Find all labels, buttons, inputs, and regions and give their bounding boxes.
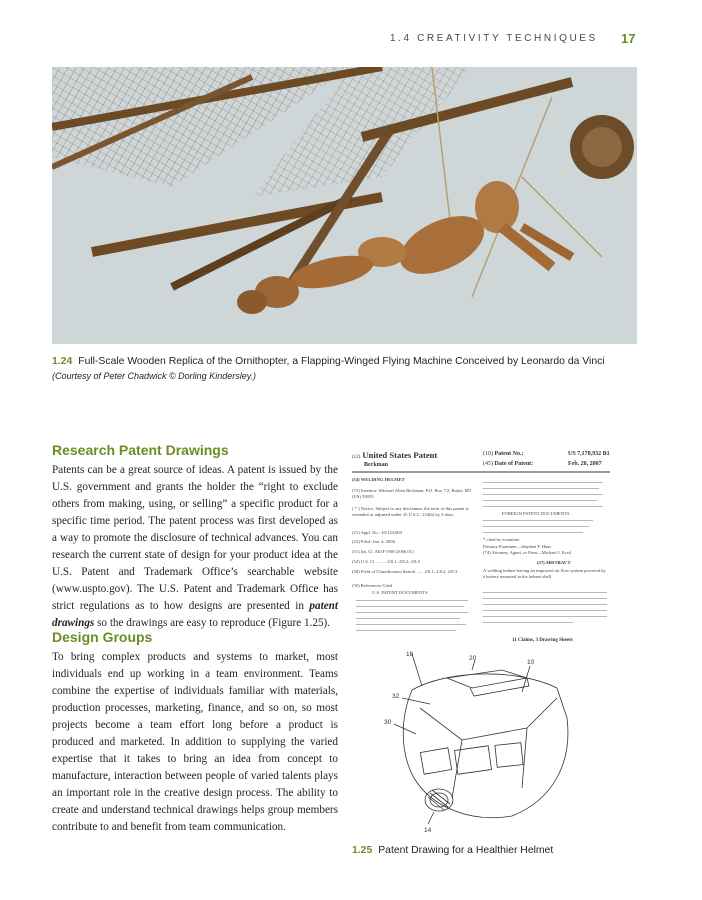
figure-1-24-caption [52, 355, 642, 384]
patent-foreign-head: FOREIGN PATENT DOCUMENTS [502, 511, 570, 516]
patent-item-52: (52) U.S. Cl. ........ 2/8.1; 2/8.2; 2/8.3 [352, 559, 420, 564]
patent-item-51: (51) Int. Cl. A61F 9/06 (2006.01) [352, 549, 414, 554]
drawing-label-14: 14 [424, 827, 432, 832]
research-text-after: so the drawings are easy to reproduce (Figure 1.25). [97, 617, 331, 629]
patent-item-22: (22) Filed: Jan. 4, 2006 [352, 539, 395, 544]
ornithopter-photo [52, 67, 637, 344]
patent-item-58: (58) Field of Classification Search ...... 2/8.1, 2/8.2, 2/8.3 [352, 569, 458, 574]
design-paragraph: To bring complex products and systems to market, most individuals end up working in a team environment. Teams combine the expertise of individuals familiar with materials, production processes, marketing, finance, and so on, so most projects become a team effort long before a product is produced and marketed. In addition to supplying the varied expertise that it takes to bring an idea from concept to manufacture, interaction between people of varied talents plays an important role in the creative design process. The ability to create and understand technical drawings helps group members contribute to and benefit from team communication. [52, 651, 338, 833]
caption-text: Full-Scale Wooden Replica of the Ornithopter, a Flapping-Winged Flying Machine Conceived by Leonardo da Vinci [78, 356, 605, 367]
drawing-label-16: 16 [406, 651, 414, 658]
design-heading: Design Groups [52, 629, 153, 645]
figure-number: 1.25 [352, 845, 373, 856]
patent-attorney: (74) Attorney, Agent, or Firm—Michael J. Kool [483, 550, 572, 555]
patent-claims: 11 Claims, 3 Drawing Sheets [512, 638, 573, 643]
patent-item-75: (75) Inventor: Michael Allen Beckman, P.O. Box 7/2, Baker, MT (US) 59055 [352, 488, 472, 499]
patent-number: (10) Patent No.: US 7,178,932 B1 [483, 451, 610, 457]
patent-abstract-head: (57) ABSTRACT [537, 560, 571, 565]
drawing-label-20: 20 [469, 655, 477, 662]
figure-1-25-caption [352, 845, 553, 856]
figure-number: 1.24 [52, 356, 73, 367]
patent-examiner: Primary Examiner—Stephen F. Haas [483, 544, 552, 549]
research-heading: Research Patent Drawings [52, 442, 229, 458]
patent-us-docs-head: U.S. PATENT DOCUMENTS [372, 590, 428, 595]
patent-item-54: (54) WELDING HELMET [352, 477, 405, 482]
patent-title: (12) United States Patent [352, 450, 438, 460]
patent-inventor-surname: Beckman [364, 462, 388, 468]
drawing-label-10: 10 [527, 659, 535, 666]
research-text-before: Patents can be a great source of ideas. A patent is issued by the U.S. government and grants the holder the “right to exclude others from making, using, or selling” a specific product for a specific time period. The patent process was first developed as a way to promote the disclosure of technical advances. You can research the current state of design for your product idea at the U.S. Patent and Trademark Office’s searchable website (www.uspto.gov). The U.S. Patent and Trademark Office has strict regulations as to how designs are presented in [52, 464, 338, 612]
patent-cited-by: * cited by examiner [483, 537, 520, 542]
research-emphasis: patent drawings [52, 600, 339, 629]
page-number: 17 [621, 31, 636, 46]
caption-text: Patent Drawing for a Healthier Helmet [378, 845, 554, 856]
patent-abstract: A welding helmet having an improved air flow system powered by a battery mounted in the helmet shell. [483, 568, 606, 579]
drawing-label-32: 32 [392, 693, 400, 700]
patent-item-56: (56) References Cited [352, 583, 393, 588]
caption-credit: (Courtesy of Peter Chadwick © Dorling Kindersley.) [52, 371, 257, 381]
patent-notice: ( * ) Notice: Subject to any disclaimer, the term of this patent is extended or adjusted under 35 U.S.C. 154(b) by 3 days. [352, 506, 469, 517]
research-paragraph [52, 462, 338, 632]
patent-date: (45) Date of Patent: Feb. 20, 2007 [483, 461, 602, 467]
helmet-drawing [352, 648, 610, 832]
patent-item-21: (21) Appl. No.: 10/124,863 [352, 530, 403, 535]
patent-document [352, 450, 610, 832]
running-head: 1.4 CREATIVITY TECHNIQUES [390, 33, 598, 44]
drawing-label-30: 30 [384, 719, 392, 726]
